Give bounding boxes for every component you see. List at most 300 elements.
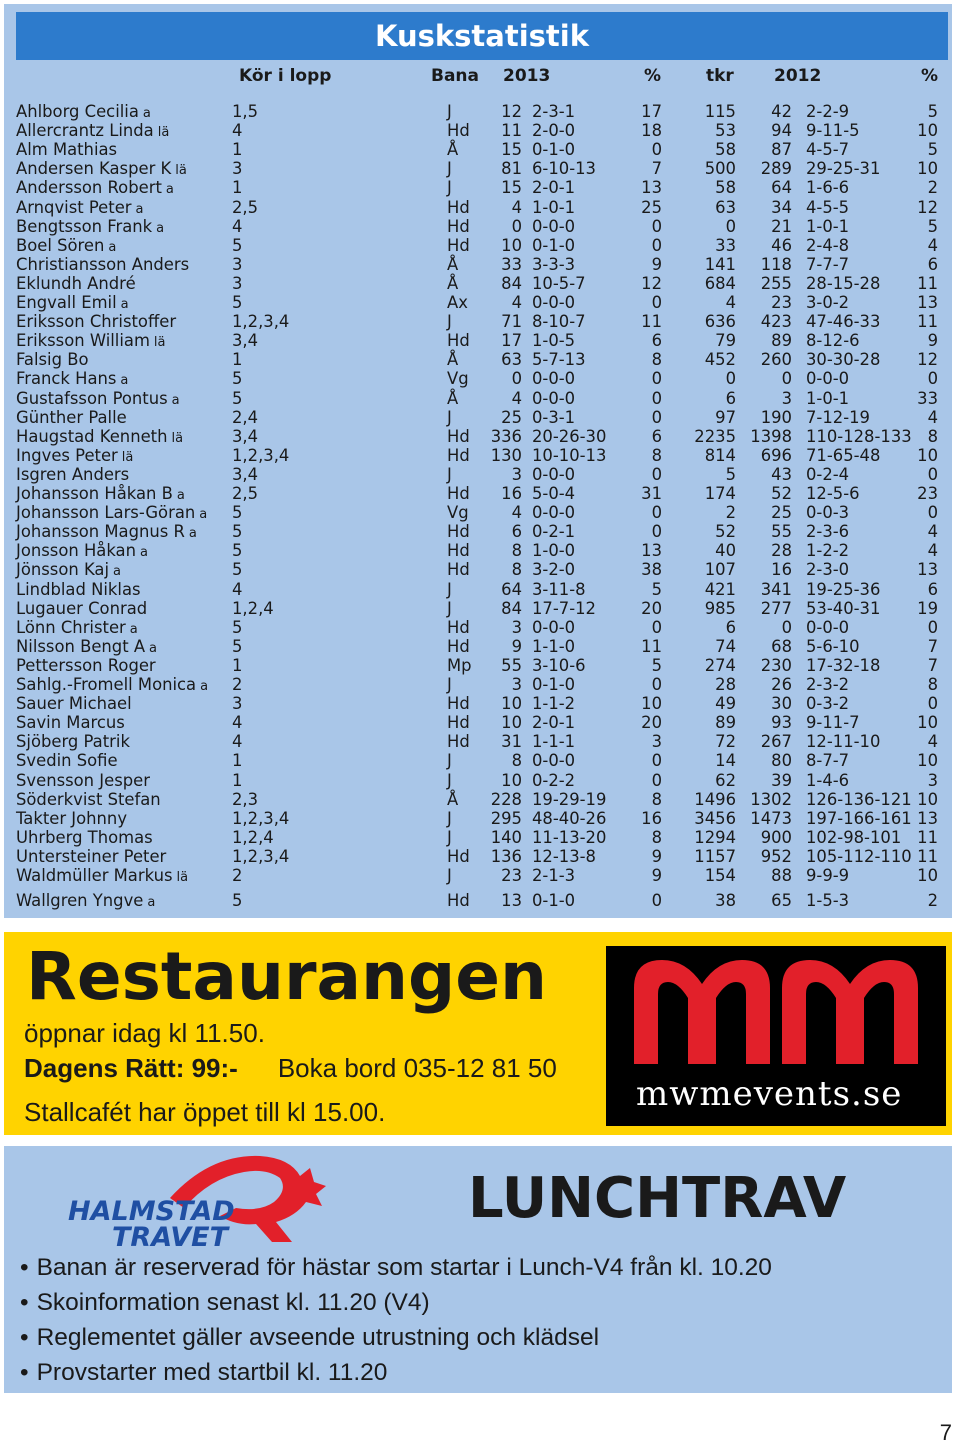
cell-st13: 31	[501, 732, 522, 752]
cell-bana: Hd	[447, 541, 470, 561]
cell-pct12: 6	[927, 254, 938, 274]
cell-tkr: 985	[704, 598, 736, 618]
driver-name-text: Lindblad Niklas	[16, 579, 141, 599]
table-row	[4, 618, 952, 637]
cell-tkr: 40	[715, 541, 736, 561]
cell-bana: J	[447, 159, 452, 179]
cell-kor: 5	[232, 235, 243, 255]
cell-st12: 34	[771, 197, 792, 217]
page-number: 7	[939, 1420, 952, 1445]
cell-pct12: 2	[927, 178, 938, 198]
cell-bana: Hd	[447, 445, 470, 465]
restaurant-title: Restaurangen	[26, 938, 548, 1015]
cell-res13: 2-0-0	[532, 121, 576, 141]
driver-name	[16, 102, 151, 123]
driver-name-text: Untersteiner Peter	[16, 846, 167, 866]
cell-res13: 19-29-19	[532, 789, 607, 809]
cell-bana: J	[447, 827, 452, 847]
cell-bana: Hd	[447, 694, 470, 714]
cell-st13: 3	[511, 675, 522, 694]
cell-res13: 5-0-4	[532, 484, 576, 503]
cell-kor: 1	[232, 655, 243, 675]
cell-st13: 13	[501, 891, 522, 910]
cell-tkr: 58	[715, 178, 736, 198]
cell-st13: 10	[501, 713, 522, 733]
cell-pct12: 10	[917, 159, 938, 179]
cell-st13: 0	[511, 369, 522, 389]
cell-st13: 10	[501, 235, 522, 255]
cell-tkr: 141	[704, 254, 736, 274]
mwm-events-logo	[606, 946, 946, 1126]
table-row	[4, 312, 952, 331]
cell-bana: Vg	[447, 503, 469, 523]
cell-pct12: 13	[917, 560, 938, 580]
cell-pct13: 0	[651, 216, 662, 236]
driver-name	[16, 217, 164, 238]
cell-tkr: 2235	[694, 426, 736, 446]
cell-pct12: 10	[917, 751, 938, 771]
cell-res13: 1-0-1	[532, 197, 576, 217]
driver-name-text: Allercrantz Linda	[16, 121, 154, 141]
cell-st13: 84	[501, 273, 522, 293]
header-tkr: tkr	[706, 66, 734, 86]
cell-res13: 12-13-8	[532, 846, 596, 866]
cell-bana: Hd	[447, 197, 470, 217]
driver-name	[16, 274, 136, 293]
cell-tkr: 0	[725, 216, 736, 236]
cell-kor: 1,2,3,4	[232, 846, 290, 866]
cell-pct13: 3	[651, 732, 662, 752]
cell-res13: 0-2-1	[532, 522, 576, 542]
cell-pct13: 7	[651, 159, 662, 179]
cell-res12: 9-9-9	[806, 866, 850, 885]
cell-pct13: 8	[651, 350, 662, 370]
cell-st13: 8	[511, 560, 522, 580]
cell-res12: 9-11-7	[806, 713, 860, 733]
driver-name	[16, 178, 174, 199]
cell-st12: 952	[760, 846, 792, 866]
cell-bana: Hd	[447, 713, 470, 733]
table-row	[4, 751, 952, 770]
cell-res13: 20-26-30	[532, 426, 607, 446]
cell-bana: Hd	[447, 331, 470, 351]
cell-st12: 26	[771, 675, 792, 694]
cell-st13: 12	[501, 102, 522, 121]
cell-st13: 295	[490, 808, 522, 828]
cell-kor: 1,5	[232, 102, 259, 121]
cell-bana: Hd	[447, 216, 470, 236]
cell-st12: 423	[760, 312, 792, 332]
cell-st13: 4	[511, 197, 522, 217]
license-class: a	[147, 895, 156, 910]
cell-kor: 5	[232, 293, 243, 312]
license-class: lä	[171, 430, 184, 446]
cell-res12: 102-98-101	[806, 827, 902, 847]
cell-res12: 7-7-7	[806, 254, 850, 274]
table-row	[4, 675, 952, 694]
table-row	[4, 771, 952, 790]
cell-bana: Hd	[447, 732, 470, 752]
driver-name	[16, 522, 197, 543]
cell-st12: 255	[760, 273, 792, 293]
table-row	[4, 809, 952, 828]
cell-res12: 0-0-0	[806, 617, 850, 637]
license-class: a	[139, 545, 148, 561]
cell-pct12: 8	[927, 675, 938, 694]
cell-res12: 2-4-8	[806, 235, 850, 255]
cell-kor: 1	[232, 751, 243, 771]
cell-pct12: 13	[917, 808, 938, 828]
header-2012: 2012	[774, 66, 822, 86]
cell-st12: 230	[760, 655, 792, 675]
restaurant-opening: öppnar idag kl 11.50.	[24, 1018, 265, 1048]
cell-bana: Mp	[447, 655, 472, 675]
cell-st13: 9	[511, 636, 522, 656]
table-row	[4, 503, 952, 522]
cell-res13: 48-40-26	[532, 808, 607, 828]
cell-tkr: 97	[715, 407, 736, 427]
cell-pct12: 0	[927, 464, 938, 484]
cell-res13: 2-0-1	[532, 178, 576, 198]
cell-kor: 2,5	[232, 197, 259, 217]
cell-tkr: 14	[715, 751, 736, 771]
cell-st13: 15	[501, 178, 522, 198]
license-class: lä	[157, 125, 170, 141]
cell-pct13: 6	[651, 331, 662, 351]
cell-pct12: 10	[917, 445, 938, 465]
cell-tkr: 62	[715, 770, 736, 790]
table-row	[4, 236, 952, 255]
cell-st13: 3	[511, 464, 522, 484]
license-class: a	[142, 106, 151, 121]
table-row	[4, 866, 952, 885]
cell-bana: J	[447, 866, 452, 885]
cell-pct12: 6	[927, 579, 938, 599]
cell-res13: 2-0-1	[532, 713, 576, 733]
cell-st12: 25	[771, 503, 792, 523]
cell-res13: 10-10-13	[532, 445, 607, 465]
cell-bana: Hd	[447, 426, 470, 446]
table-row	[4, 522, 952, 541]
cell-pct13: 0	[651, 751, 662, 771]
cell-st12: 900	[760, 827, 792, 847]
cell-res12: 2-2-9	[806, 102, 850, 121]
driver-name	[16, 560, 121, 581]
driver-name	[16, 331, 166, 352]
cell-pct12: 5	[927, 102, 938, 121]
cell-st12: 93	[771, 713, 792, 733]
cell-res12: 1-0-1	[806, 216, 850, 236]
cell-res12: 12-11-10	[806, 732, 881, 752]
cell-res12: 2-3-6	[806, 522, 850, 542]
cell-res12: 8-7-7	[806, 751, 850, 771]
cell-pct13: 8	[651, 789, 662, 809]
cell-st12: 1473	[750, 808, 792, 828]
table-row	[4, 637, 952, 656]
cell-res12: 29-25-31	[806, 159, 881, 179]
cell-pct12: 0	[927, 617, 938, 637]
cell-st12: 42	[771, 102, 792, 121]
cell-bana: J	[447, 598, 452, 618]
driver-name-text: Lönn Christer	[16, 617, 126, 637]
cell-res13: 3-3-3	[532, 254, 576, 274]
cell-pct13: 0	[651, 675, 662, 694]
driver-name-text: Waldmüller Markus	[16, 866, 173, 885]
cell-pct13: 0	[651, 369, 662, 389]
cell-bana: Å	[447, 388, 459, 408]
cell-res12: 4-5-5	[806, 197, 850, 217]
header-2013: 2013	[503, 66, 551, 86]
driver-name	[16, 751, 118, 770]
cell-kor: 4	[232, 121, 243, 141]
cell-st12: 1398	[750, 426, 792, 446]
cell-res12: 1-5-3	[806, 891, 850, 910]
cell-pct13: 0	[651, 617, 662, 637]
cell-st12: 0	[781, 617, 792, 637]
cell-kor: 4	[232, 579, 243, 599]
driver-name	[16, 732, 130, 751]
driver-name	[16, 446, 133, 467]
driver-name	[16, 790, 161, 809]
cell-res12: 1-6-6	[806, 178, 850, 198]
cell-pct12: 0	[927, 694, 938, 714]
driver-name-text: Johansson Magnus R	[16, 522, 185, 542]
lunchtrav-title: LUNCHTRAV	[468, 1166, 847, 1231]
cell-bana: Å	[447, 789, 459, 809]
driver-name	[16, 312, 176, 331]
cell-pct12: 4	[927, 235, 938, 255]
cell-bana: Hd	[447, 522, 470, 542]
cell-kor: 1	[232, 770, 243, 790]
cell-bana: Hd	[447, 484, 470, 503]
license-class: a	[156, 220, 165, 236]
table-row	[4, 369, 952, 388]
cell-pct12: 0	[927, 369, 938, 389]
cell-pct12: 12	[917, 350, 938, 370]
cell-res12: 3-0-2	[806, 293, 850, 312]
cell-res13: 2-1-3	[532, 866, 576, 885]
cell-pct12: 4	[927, 407, 938, 427]
license-class: lä	[175, 163, 187, 179]
driver-name-text: Gustafsson Pontus	[16, 388, 168, 408]
license-class: a	[120, 373, 129, 389]
driver-name-text: Andersen Kasper K	[16, 159, 172, 179]
cell-pct12: 11	[917, 273, 938, 293]
driver-name-text: Lugauer Conrad	[16, 598, 148, 618]
cell-res13: 3-11-8	[532, 579, 586, 599]
cell-st12: 94	[771, 121, 792, 141]
table-row	[4, 293, 952, 312]
cell-kor: 5	[232, 636, 243, 656]
table-row	[4, 408, 952, 427]
cell-pct13: 9	[651, 866, 662, 885]
cell-kor: 3,4	[232, 331, 259, 351]
cell-bana: J	[447, 407, 452, 427]
driver-name	[16, 541, 148, 562]
cell-res12: 0-3-2	[806, 694, 850, 714]
cell-pct12: 0	[927, 503, 938, 523]
driver-name-text: Alm Mathias	[16, 140, 118, 160]
table-row	[4, 255, 952, 274]
cell-res13: 0-1-0	[532, 891, 576, 910]
mm-mark-icon	[606, 946, 946, 1076]
logo-text-halmstad: HALMSTAD	[68, 1196, 235, 1227]
driver-name-text: Takter Johnny	[16, 808, 128, 828]
cell-kor: 5	[232, 388, 243, 408]
driver-name	[16, 293, 129, 314]
cell-st13: 8	[511, 541, 522, 561]
cell-res13: 0-0-0	[532, 617, 576, 637]
cell-res12: 4-5-7	[806, 140, 850, 160]
cell-res12: 0-2-4	[806, 464, 850, 484]
cell-bana: Hd	[447, 235, 470, 255]
driver-name-text: Falsig Bo	[16, 350, 89, 370]
driver-name	[16, 580, 141, 599]
cell-res13: 0-0-0	[532, 464, 576, 484]
cell-tkr: 5	[725, 464, 736, 484]
cell-st12: 3	[781, 388, 792, 408]
cell-tkr: 49	[715, 694, 736, 714]
cell-kor: 1,2,3,4	[232, 312, 290, 332]
cell-pct12: 13	[917, 293, 938, 312]
cell-res13: 1-0-5	[532, 331, 576, 351]
cell-res13: 0-0-0	[532, 388, 576, 408]
cell-kor: 3	[232, 159, 243, 179]
driver-name-text: Sauer Michael	[16, 694, 132, 714]
cell-bana: Å	[447, 273, 459, 293]
cell-res13: 2-3-1	[532, 102, 576, 121]
cell-res13: 3-10-6	[532, 655, 586, 675]
cell-bana: Å	[447, 350, 459, 370]
cell-pct12: 23	[917, 484, 938, 503]
cell-bana: Hd	[447, 121, 470, 141]
license-class: a	[149, 640, 158, 656]
cell-pct13: 13	[641, 541, 662, 561]
cell-st13: 55	[501, 655, 522, 675]
driver-name-text: Svensson Jesper	[16, 770, 150, 790]
cell-tkr: 421	[704, 579, 736, 599]
cell-bana: Å	[447, 254, 459, 274]
driver-name-text: Boel Sören	[16, 235, 105, 255]
restaurant-dish-line	[24, 1053, 557, 1084]
cell-kor: 2,3	[232, 789, 259, 809]
table-row	[4, 159, 952, 178]
cell-res12: 0-0-3	[806, 503, 850, 523]
cell-res13: 1-0-0	[532, 541, 576, 561]
cell-st12: 267	[760, 732, 792, 752]
cell-kor: 3,4	[232, 464, 259, 484]
cell-st13: 10	[501, 770, 522, 790]
cell-st12: 68	[771, 636, 792, 656]
cell-res12: 28-15-28	[806, 273, 881, 293]
cell-bana: J	[447, 102, 452, 121]
driver-name	[16, 866, 188, 887]
cell-res12: 1-2-2	[806, 541, 850, 561]
cell-pct13: 8	[651, 827, 662, 847]
cell-tkr: 500	[704, 159, 736, 179]
driver-name	[16, 847, 166, 866]
cell-pct12: 10	[917, 866, 938, 885]
cell-bana: Hd	[447, 560, 470, 580]
driver-name	[16, 350, 89, 369]
cell-pct13: 0	[651, 407, 662, 427]
driver-name-text: Sjöberg Patrik	[16, 732, 130, 752]
cell-pct12: 8	[927, 426, 938, 446]
cell-st13: 15	[501, 140, 522, 160]
cell-st12: 341	[760, 579, 792, 599]
cell-pct13: 10	[641, 694, 662, 714]
license-class: a	[129, 621, 138, 637]
driver-name	[16, 427, 183, 448]
license-class: a	[108, 239, 117, 255]
cell-bana: J	[447, 770, 452, 790]
cell-kor: 3,4	[232, 426, 259, 446]
info-item: • Reglementet gäller avseende utrustning och klädsel	[20, 1320, 772, 1355]
header-bana: Bana	[431, 66, 480, 86]
cell-pct13: 25	[641, 197, 662, 217]
cell-pct13: 31	[641, 484, 662, 503]
cell-pct13: 16	[641, 808, 662, 828]
table-row	[4, 656, 952, 675]
restaurant-section	[4, 932, 952, 1135]
cell-st13: 4	[511, 293, 522, 312]
cell-res12: 53-40-31	[806, 598, 881, 618]
table-row	[4, 389, 952, 408]
cell-st12: 0	[781, 369, 792, 389]
driver-name	[16, 828, 153, 847]
cell-bana: Hd	[447, 846, 470, 866]
cell-pct13: 20	[641, 598, 662, 618]
cell-st13: 63	[501, 350, 522, 370]
cell-st12: 80	[771, 751, 792, 771]
cell-pct13: 0	[651, 140, 662, 160]
cell-pct13: 0	[651, 464, 662, 484]
driver-name-text: Bengtsson Frank	[16, 216, 153, 236]
driver-name	[16, 389, 180, 410]
cell-res13: 0-2-2	[532, 770, 576, 790]
cell-kor: 2,4	[232, 407, 259, 427]
cell-kor: 3	[232, 254, 243, 274]
cell-tkr: 6	[725, 617, 736, 637]
cell-res12: 7-12-19	[806, 407, 870, 427]
cell-st12: 89	[771, 331, 792, 351]
cell-bana: Hd	[447, 891, 470, 910]
table-row	[4, 599, 952, 618]
table-row	[4, 732, 952, 751]
cell-tkr: 63	[715, 197, 736, 217]
cell-st12: 88	[771, 866, 792, 885]
driver-name	[16, 140, 117, 159]
halmstad-travet-logo	[60, 1146, 330, 1250]
cell-tkr: 89	[715, 713, 736, 733]
cell-st13: 0	[511, 216, 522, 236]
cell-tkr: 154	[704, 866, 736, 885]
table-row	[4, 465, 952, 484]
cell-st12: 65	[771, 891, 792, 910]
cell-pct12: 4	[927, 522, 938, 542]
cell-tkr: 684	[704, 273, 736, 293]
cell-kor: 5	[232, 522, 243, 542]
info-item: • Banan är reserverad för hästar som startar i Lunch-V4 från kl. 10.20	[20, 1250, 772, 1285]
cell-pct12: 33	[917, 388, 938, 408]
cell-pct13: 0	[651, 503, 662, 523]
cell-pct13: 9	[651, 846, 662, 866]
driver-name-text: Johansson Håkan B	[16, 484, 173, 503]
cell-kor: 3	[232, 694, 243, 714]
table-row	[4, 484, 952, 503]
booking-phone: Boka bord 035-12 81 50	[277, 1053, 557, 1083]
cell-st12: 87	[771, 140, 792, 160]
